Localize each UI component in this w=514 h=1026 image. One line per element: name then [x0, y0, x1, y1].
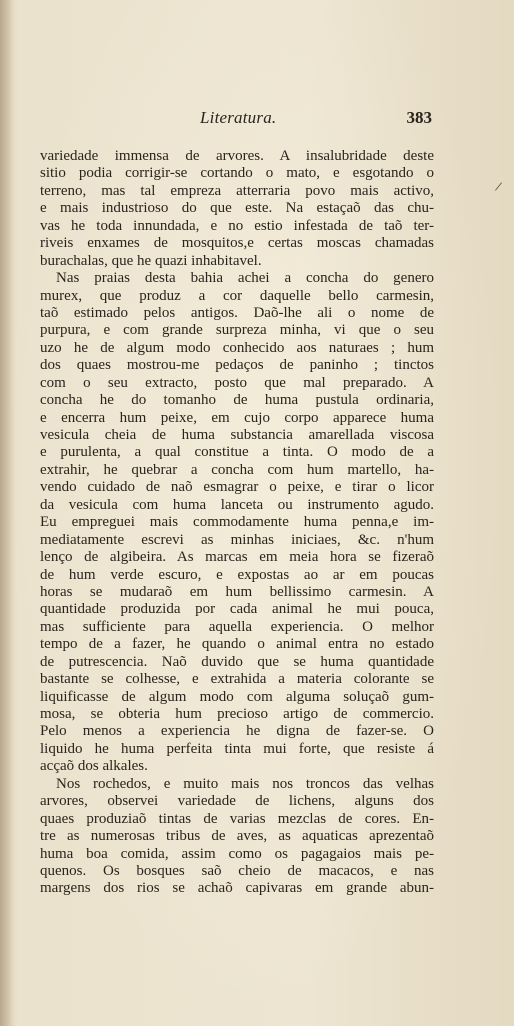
text-line: tempo de a fazer, he quando o animal entra no estado	[40, 636, 434, 653]
text-line: riveis enxames de mosquitos,e certas moscas chamadas	[40, 235, 434, 252]
text-line: da vesicula com huma lanceta ou instrumento agudo.	[40, 496, 434, 513]
running-title: Literatura.	[200, 108, 277, 127]
text-line: Eu empreguei mais commodamente huma penna,e im-	[40, 514, 434, 531]
text-line: mas sufficiente para aquella experiencia. O melhor	[40, 618, 434, 635]
text-line: acçaõ dos alkales.	[40, 758, 148, 775]
page-number: 383	[406, 108, 432, 127]
text-line: uzo he de algum modo conhecido aos naturaes ; hum	[40, 339, 434, 356]
text-line: dos quaes mostrou-me pedaços de paninho ; tinctos	[40, 357, 434, 374]
text-line: liquido he huma perfeita tinta mui forte, que resiste á	[40, 740, 434, 757]
margin-pencil-mark: /	[493, 179, 503, 196]
text-line: e purulenta, a qual constitue a tinta. O modo de a	[40, 444, 434, 461]
text-line: mosa, se obteria hum precioso artigo de commercio.	[40, 706, 434, 722]
text-line: bastante se colhesse, e extrahida a materia colorante se	[40, 671, 434, 688]
text-line: horas se mudaraõ em hum bellissimo carmesin. A	[40, 583, 434, 600]
text-line: de putrescencia. Naõ duvido que se huma quantidade	[40, 653, 434, 670]
text-line: taõ estimado pelos antigos. Daõ-lhe ali o nome de	[40, 304, 434, 321]
spine-shadow	[0, 0, 14, 1026]
text-line: Nos rochedos, e muito mais nos troncos das velhas	[56, 775, 434, 792]
text-line: concha he do tomanho de huma pustula ordinaria,	[40, 392, 434, 409]
text-line: extrahir, he quebrar a concha com hum martello, ha-	[40, 461, 434, 478]
text-line: quenos. Os bosques saõ cheio de macacos, e nas	[40, 862, 434, 879]
page-header	[40, 108, 432, 132]
text-line: vas he toda innundada, e no estio infestada de taõ ter-	[40, 217, 434, 234]
text-line: sitio podia corrigir-se cortando o mato, e esgotando o	[40, 165, 434, 182]
text-line: burachalas, que he quazi inhabitavel.	[40, 252, 262, 269]
text-line: de hum verde escuro, e expostas ao ar em poucas	[40, 566, 434, 583]
text-line: vesicula cheia de huma substancia amarellada viscosa	[40, 427, 434, 443]
text-line: quantidade produzida por cada animal he mui pouca,	[40, 601, 434, 618]
text-line: margens dos rios se achaõ capivaras em grande abun-	[40, 880, 434, 897]
text-line: quaes produziaõ tintas de varias mezclas de cores. En-	[40, 810, 434, 827]
text-line: arvores, observei variedade de lichens, alguns dos	[40, 793, 434, 810]
text-line: terreno, mas tal empreza atterraria povo mais activo,	[40, 182, 434, 199]
text-line: lenço de algibeira. As marcas em meia hora se fizeraõ	[40, 549, 434, 566]
text-line: Nas praias desta bahia achei a concha do genero	[56, 270, 434, 287]
text-line: huma boa comida, assim como os pagagaios mais pe-	[40, 845, 434, 862]
text-line: Pelo menos a experiencia he digna de fazer-se. O	[40, 723, 434, 740]
text-line: variedade immensa de arvores. A insalubridade deste	[40, 148, 434, 164]
text-line: liquificasse de algum modo com alguma soluçaõ gum-	[40, 688, 434, 705]
text-line: com o seu extracto, posto que mal preparado. A	[40, 374, 434, 391]
text-line: tre as numerosas tribus de aves, as aquaticas aprezentaõ	[40, 828, 434, 845]
text-line: vendo cuidado de naõ esmagrar o peixe, e tirar o licor	[40, 479, 434, 496]
text-line: purpura, e com grande surpreza minha, vi que o seu	[40, 322, 434, 339]
body-text	[40, 148, 434, 898]
text-line: mediatamente escrevi as minhas iniciaes, &c. n'hum	[40, 531, 434, 548]
text-line: e mais industrioso do que este. Na estaçaõ das chu-	[40, 200, 434, 217]
text-line: murex, que produz a cor daquelle bello carmesin,	[40, 287, 434, 304]
text-line: e encerra hum peixe, em cujo corpo apparece huma	[40, 409, 434, 426]
